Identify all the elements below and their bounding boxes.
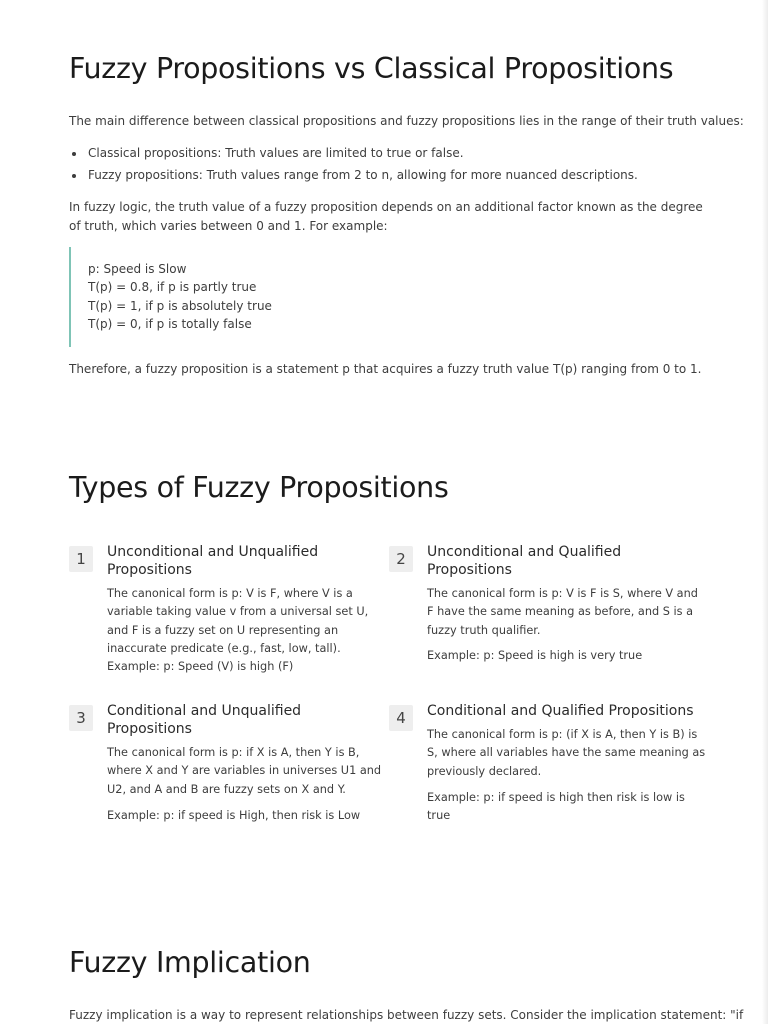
intro-paragraph: The main difference between classical propositions and fuzzy propositions lies in the range of their truth values: [69,114,744,128]
example-blockquote [69,247,671,347]
card-number: 2 [389,546,413,572]
card-text: The canonical form is p: V is F is S, where V and F have the same meaning as before, and S is a fuzzy truth qualifier. [427,587,698,637]
page-edge-shadow [762,0,768,1024]
bullet-list [69,144,638,188]
quote-line: T(p) = 0, if p is totally false [88,317,252,331]
quote-line: T(p) = 1, if p is absolutely true [88,299,272,313]
implication-paragraph: Fuzzy implication is a way to represent relationships between fuzzy sets. Consider the implication statement: "if [69,1008,744,1022]
section-title-types: Types of Fuzzy Propositions [69,471,449,504]
card-example: Example: p: if speed is High, then risk is Low [107,809,361,822]
section-title-fuzzy-vs-classical: Fuzzy Propositions vs Classical Propositions [69,52,674,85]
card-number: 1 [69,546,93,572]
card-title: Unconditional and Qualified Propositions [427,544,622,578]
card-title: Conditional and Qualified Propositions [427,703,694,719]
card-number: 4 [389,705,413,731]
card-text: The canonical form is p: if X is A, then Y is B, where X and Y are variables in universes U1 and U2, and A and B are fuzzy sets on X and Y. [107,746,382,796]
conclusion-paragraph: Therefore, a fuzzy proposition is a statement p that acquires a fuzzy truth value T(p) ranging from 0 to 1. [69,362,702,376]
card-title: Conditional and Unqualified Propositions [107,703,302,737]
list-item: Fuzzy propositions: Truth values range from 2 to n, allowing for more nuanced descriptions. [69,166,638,185]
card-example: Example: p: if speed is high then risk is low is true [427,791,685,823]
card-title: Unconditional and Unqualified Propositions [107,544,319,578]
section-title-fuzzy-implication: Fuzzy Implication [69,946,311,979]
quote-line: T(p) = 0.8, if p is partly true [88,280,257,294]
degree-of-truth-paragraph: In fuzzy logic, the truth value of a fuzzy proposition depends on an additional factor known as the degree of truth, which varies between 0 and 1. For example: [69,200,703,233]
card-text: The canonical form is p: V is F, where V is a variable taking value v from a universal set U, and F is a fuzzy set on U representing an inaccurate predicate (e.g., fast, low, tall). Example: p: Speed (V) is high (F) [107,587,369,674]
list-item: Classical propositions: Truth values are limited to true or false. [69,144,638,163]
card-text: The canonical form is p: (if X is A, then Y is B) is S, where all variables have the same meaning as previously declared. [427,728,706,778]
quote-line: p: Speed is Slow [88,262,187,276]
card-number: 3 [69,705,93,731]
card-example: Example: p: Speed is high is very true [427,649,643,662]
